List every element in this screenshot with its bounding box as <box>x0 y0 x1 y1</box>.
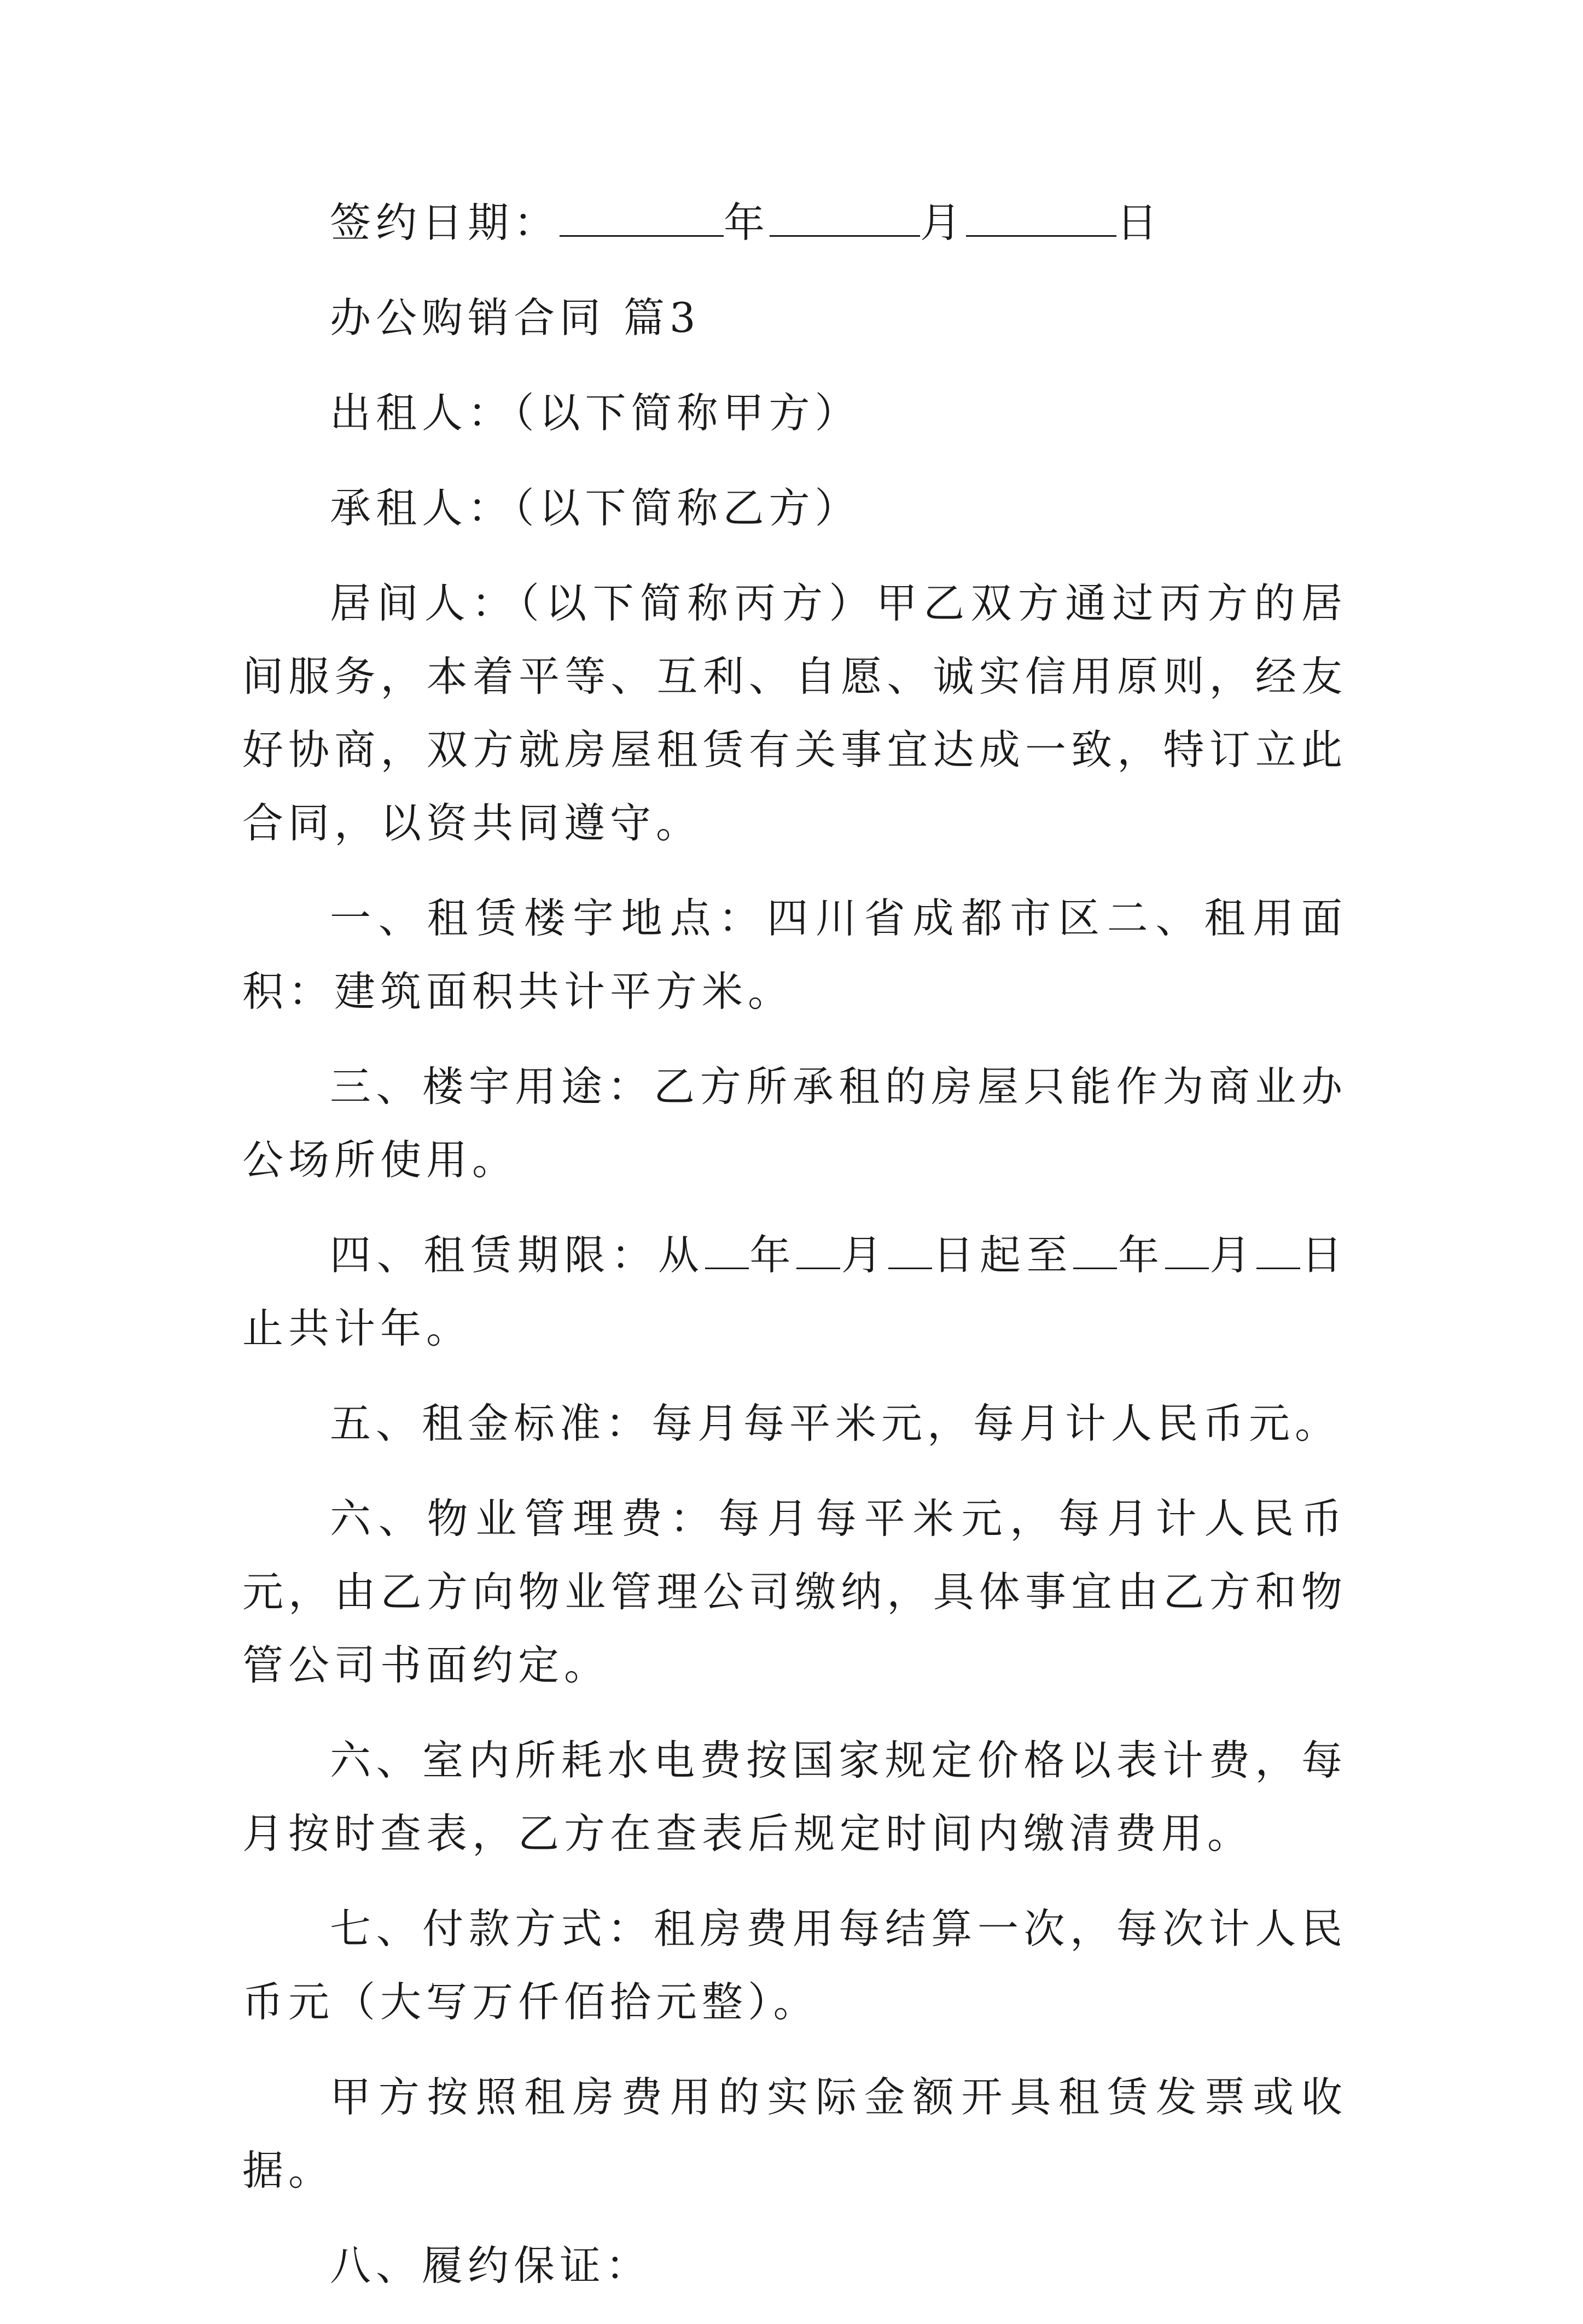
paragraph-guarantee: 八、履约保证： <box>330 2241 652 2290</box>
end-month-blank <box>1165 1229 1209 1269</box>
paragraph-utilities: 六、室内所耗水电费按国家规定价格以表计费，每月按时查表，乙方在查表后规定时间内缴清费用。 <box>242 1736 1347 1858</box>
paragraph-rent-standard: 五、租金标准：每月每平米元，每月计人民币元。 <box>330 1399 1341 1447</box>
paragraph-usage: 三、楼宇用途：乙方所承租的房屋只能作为商业办公场所使用。 <box>242 1062 1347 1184</box>
start-year-label: 年 <box>748 1231 797 1279</box>
start-month-blank <box>796 1229 840 1269</box>
lease-term-prefix: 四、租赁期限：从 <box>330 1231 705 1279</box>
year-blank <box>560 197 724 237</box>
contract-heading: 办公购销合同 篇3 <box>330 294 701 342</box>
signing-date-label: 签约日期： <box>330 198 560 247</box>
end-month-label: 月 <box>1208 1231 1257 1279</box>
start-day-blank <box>888 1229 932 1269</box>
month-blank <box>770 197 920 237</box>
paragraph-invoice: 甲方按照租房费用的实际金额开具租赁发票或收据。 <box>242 2073 1347 2194</box>
paragraph-intermediary: 居间人：（以下简称丙方）甲乙双方通过丙方的居间服务，本着平等、互利、自愿、诚实信用原则，经友好协商，双方就房屋租赁有关事宜达成一致，特订立此合同，以资共同遵守。 <box>242 579 1347 847</box>
paragraph-location-area: 一、租赁楼宇地点：四川省成都市区二、租用面积：建筑面积共计平方米。 <box>242 894 1347 1015</box>
day-blank <box>966 197 1116 237</box>
lessor-line: 出租人：（以下简称甲方） <box>330 389 861 437</box>
paragraph-payment: 七、付款方式：租房费用每结算一次，每次计人民币元（大写万仟佰拾元整）。 <box>242 1905 1347 2026</box>
paragraph-property-fee: 六、物业管理费：每月每平米元，每月计人民币元，由乙方向物业管理公司缴纳，具体事宜由乙方和物管公司书面约定。 <box>242 1494 1347 1689</box>
end-year-label: 年 <box>1117 1231 1165 1279</box>
end-day-blank <box>1256 1229 1300 1269</box>
day-label: 日 <box>1116 198 1163 247</box>
end-day-label: 日止共计年。 <box>242 1231 1347 1352</box>
start-day-label: 日起至 <box>932 1231 1074 1279</box>
month-label: 月 <box>920 198 967 247</box>
signing-date-line <box>242 186 1347 259</box>
end-year-blank <box>1073 1229 1117 1269</box>
lessee-line: 承租人：（以下简称乙方） <box>330 484 861 532</box>
year-label: 年 <box>724 198 770 247</box>
start-month-label: 月 <box>840 1231 888 1279</box>
start-year-blank <box>705 1229 749 1269</box>
document-body <box>242 186 1347 2324</box>
paragraph-lease-term <box>242 1218 1347 1365</box>
